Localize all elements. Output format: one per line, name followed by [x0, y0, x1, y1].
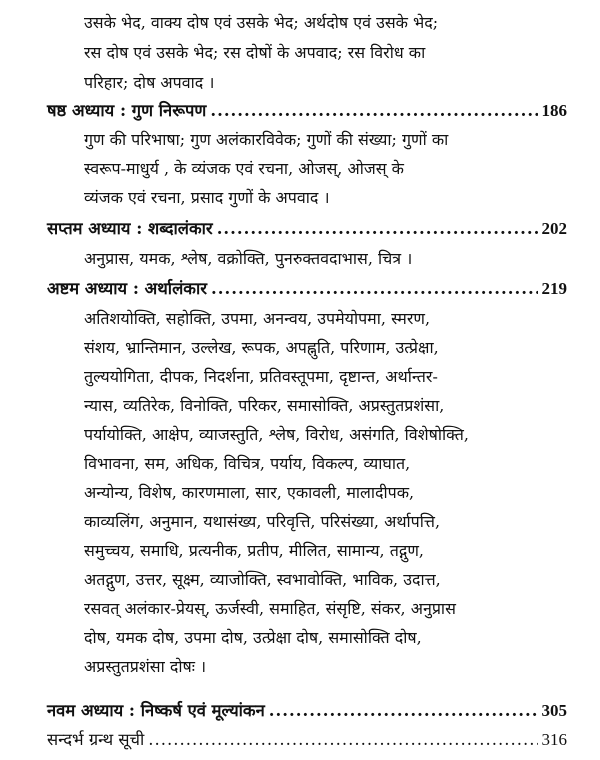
text-line: रस दोष एवं उसके भेद; रस दोषों के अपवाद; रस विरोध का — [84, 43, 426, 62]
text-line: गुण की परिभाषा; गुण अलंकारविवेक; गुणों की संख्या; गुणों का — [84, 130, 449, 149]
text-line: व्यंजक एवं रचना, प्रसाद गुणों के अपवाद । — [84, 188, 330, 207]
continuation-text — [84, 8, 554, 98]
chapter-title: अष्टम अध्याय : अर्थालंकार — [47, 279, 207, 298]
toc-entry-chapter-8[interactable] — [47, 276, 567, 302]
toc-entry-chapter-7[interactable] — [47, 216, 567, 242]
page-number: 186 — [541, 101, 567, 120]
page-number: 316 — [541, 730, 567, 749]
text-line: परिहार; दोष अपवाद । — [84, 73, 215, 92]
text-line: पर्यायोक्ति, आक्षेप, व्याजस्तुति, श्लेष, विरोध, असंगति, विशेषोक्ति, — [84, 425, 469, 444]
chapter-8-description — [84, 304, 554, 681]
leader-dots — [217, 219, 538, 238]
leader-dots — [269, 701, 538, 720]
text-line: न्यास, व्यतिरेक, विनोक्ति, परिकर, समासोक्ति, अप्रस्तुतप्रशंसा, — [84, 396, 445, 415]
text-line: अतद्गुण, उत्तर, सूक्ष्म, व्याजोक्ति, स्वभावोक्ति, भाविक, उदात्त, — [84, 570, 441, 589]
text-line: अन्योन्य, विशेष, कारणमाला, सार, एकावली, मालादीपक, — [84, 483, 415, 502]
text-line: विभावना, सम, अधिक, विचित्र, पर्याय, विकल्प, व्याघात, — [84, 454, 411, 473]
page-number: 305 — [541, 701, 567, 720]
leader-dots — [211, 279, 538, 298]
toc-entry-chapter-6[interactable] — [47, 98, 567, 124]
text-line: तुल्ययोगिता, दीपक, निदर्शना, प्रतिवस्तूपमा, दृष्टान्त, अर्थान्तर- — [84, 367, 438, 386]
leader-dots — [210, 101, 537, 120]
chapter-title: सप्तम अध्याय : शब्दालंकार — [47, 219, 213, 238]
toc-entry-bibliography[interactable] — [47, 727, 567, 753]
text-line: उसके भेद, वाक्य दोष एवं उसके भेद; अर्थदोष एवं उसके भेद; — [84, 13, 439, 32]
text-line: रसवत् अलंकार-प्रेयस्, ऊर्जस्वी, समाहित, संसृष्टि, संकर, अनुप्रास — [84, 599, 456, 618]
text-line: काव्यलिंग, अनुमान, यथासंख्य, परिवृत्ति, परिसंख्या, अर्थापत्ति, — [84, 512, 441, 531]
bibliography-title: सन्दर्भ ग्रन्थ सूची — [47, 730, 145, 749]
page-number: 202 — [541, 219, 567, 238]
text-line: अप्रस्तुतप्रशंसा दोषः । — [84, 657, 207, 676]
toc-entry-chapter-9[interactable] — [47, 698, 567, 724]
chapter-title: नवम अध्याय : निष्कर्ष एवं मूल्यांकन — [47, 701, 265, 720]
page-number: 219 — [541, 279, 567, 298]
text-line: संशय, भ्रान्तिमान, उल्लेख, रूपक, अपह्नुति, परिणाम, उत्प्रेक्षा, — [84, 338, 439, 357]
text-line: अनुप्रास, यमक, श्लेष, वक्रोक्ति, पुनरुक्तवदाभास, चित्र । — [84, 249, 413, 268]
text-line: समुच्चय, समाधि, प्रत्यनीक, प्रतीप, मीलित, सामान्य, तद्गुण, — [84, 541, 424, 560]
text-line: स्वरूप-माधुर्य , के व्यंजक एवं रचना, ओजस्, ओजस् के — [84, 159, 404, 178]
chapter-7-description — [84, 244, 554, 273]
leader-dots — [148, 730, 537, 749]
text-line: अतिशयोक्ति, सहोक्ति, उपमा, अनन्वय, उपमेयोपमा, स्मरण, — [84, 309, 431, 328]
text-line: दोष, यमक दोष, उपमा दोष, उत्प्रेक्षा दोष, समासोक्ति दोष, — [84, 628, 422, 647]
chapter-6-description — [84, 125, 554, 212]
chapter-title: षष्ठ अध्याय : गुण निरूपण — [47, 101, 207, 120]
